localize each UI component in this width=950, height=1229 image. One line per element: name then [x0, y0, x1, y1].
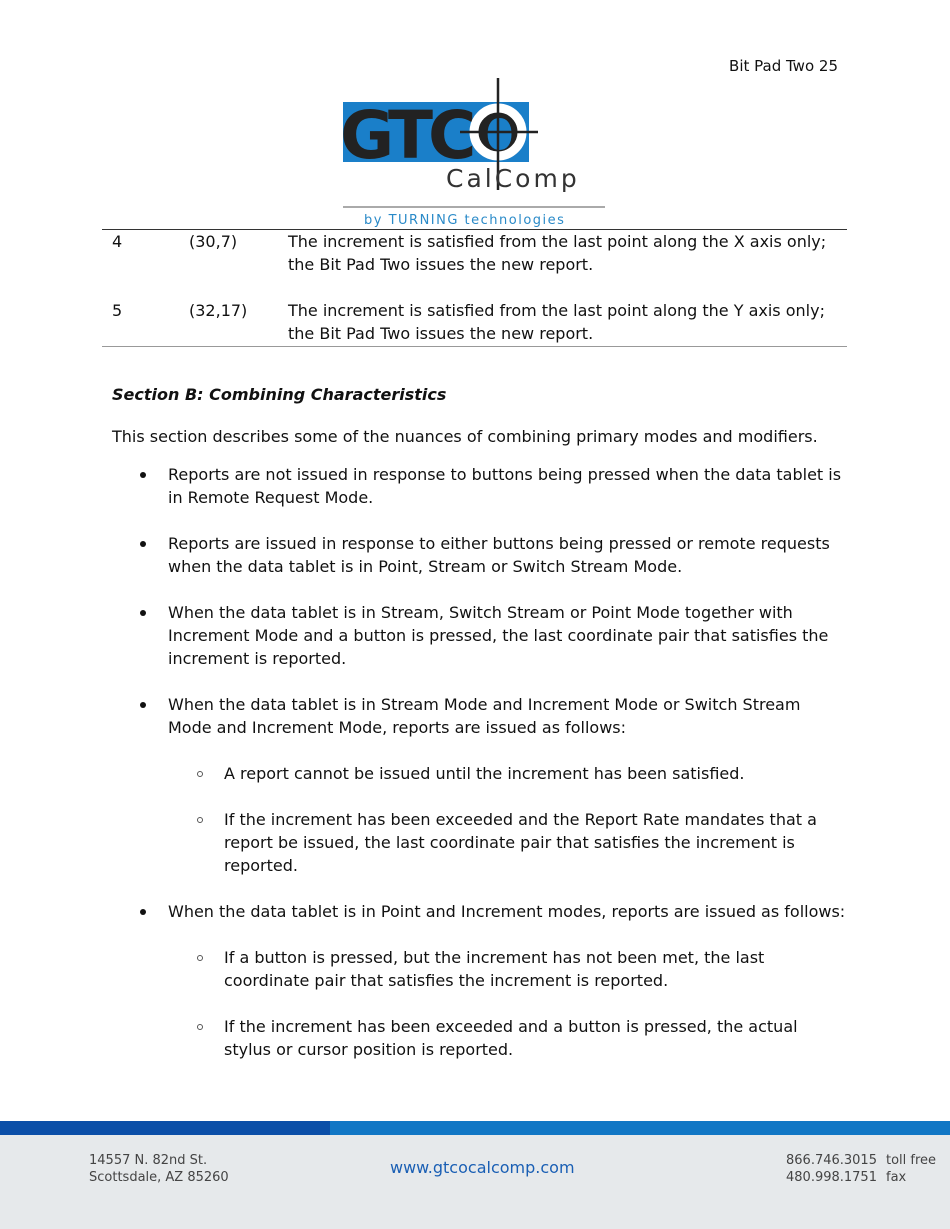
- bullet-text: When the data tablet is in Stream, Switch Stream or Point Mode together with Increment Mode and a button is pressed, the last coordinate pair that satisfies the increment is reported.: [168, 603, 829, 668]
- address-line: 14557 N. 82nd St.: [89, 1153, 208, 1168]
- sub-bullet-text: If a button is pressed, but the increment has not been met, the last coordinate pair that satisfies the increment is reported.: [224, 948, 765, 990]
- hollow-bullet-icon: [197, 1024, 203, 1030]
- bullet-list: [112, 463, 847, 1084]
- website-link[interactable]: www.gtcocalcomp.com: [390, 1158, 575, 1177]
- section-title: Section B: Combining Characteristics: [112, 385, 447, 404]
- bullet-text: When the data tablet is in Stream Mode and Increment Mode or Switch Stream Mode and Increment Mode, reports are issued as follows:: [168, 695, 801, 737]
- address-line: Scottsdale, AZ 85260: [89, 1170, 229, 1185]
- logo-brand-text: GTCO: [340, 97, 523, 174]
- fax-number: 480.998.1751: [786, 1170, 877, 1185]
- row-number: 5: [112, 301, 123, 320]
- phone-number: 866.746.3015: [786, 1153, 877, 1168]
- list-item: [112, 463, 847, 509]
- logo-sub-text: CalComp: [446, 164, 580, 193]
- sub-list-item: [112, 808, 847, 877]
- bullet-text: Reports are not issued in response to buttons being pressed when the data tablet is in Remote Request Mode.: [168, 465, 842, 507]
- fax-label: fax: [886, 1170, 907, 1185]
- hollow-bullet-icon: [197, 955, 203, 961]
- page-header: Bit Pad Two 25: [729, 57, 838, 75]
- sub-list-item: [112, 946, 847, 992]
- row-description: The increment is satisfied from the last point along the X axis only; the Bit Pad Two issues the new report.: [288, 232, 827, 274]
- row-coordinate: (30,7): [189, 232, 238, 251]
- row-coordinate: (32,17): [189, 301, 248, 320]
- hollow-bullet-icon: [197, 771, 203, 777]
- logo-tagline: by TURNING technologies: [364, 213, 566, 228]
- table-row: [102, 299, 847, 346]
- row-number: 4: [112, 232, 123, 251]
- bullet-icon: [140, 472, 146, 478]
- list-item: [112, 601, 847, 670]
- phone-label: toll free: [886, 1153, 937, 1168]
- bullet-text: Reports are issued in response to either buttons being pressed or remote requests when the data tablet is in Point, Stream or Switch Stream Mode.: [168, 534, 830, 576]
- section-intro: This section describes some of the nuances of combining primary modes and modifiers.: [112, 427, 818, 446]
- sub-bullet-text: If the increment has been exceeded and the Report Rate mandates that a report be issued, the last coordinate pair that satisfies the increment is reported.: [224, 810, 817, 875]
- bullet-icon: [140, 610, 146, 616]
- footer-phones: [786, 1152, 936, 1186]
- footer-accent-bar-light: [330, 1121, 950, 1135]
- table-row: [102, 230, 847, 276]
- list-item: [112, 532, 847, 578]
- bullet-icon: [140, 909, 146, 915]
- company-logo: [340, 76, 612, 228]
- row-description: The increment is satisfied from the last point along the Y axis only; the Bit Pad Two issues the new report.: [288, 301, 825, 343]
- sub-list-item: [112, 1015, 847, 1061]
- increment-table: [102, 229, 847, 347]
- list-item: [112, 693, 847, 739]
- bullet-icon: [140, 702, 146, 708]
- bullet-text: When the data tablet is in Point and Increment modes, reports are issued as follows:: [168, 902, 846, 921]
- bullet-icon: [140, 541, 146, 547]
- footer-accent-bar-dark: [0, 1121, 330, 1135]
- sub-bullet-text: If the increment has been exceeded and a button is pressed, the actual stylus or cursor position is reported.: [224, 1017, 798, 1059]
- list-item: [112, 900, 847, 923]
- hollow-bullet-icon: [197, 817, 203, 823]
- sub-bullet-text: A report cannot be issued until the increment has been satisfied.: [224, 764, 745, 783]
- sub-list-item: [112, 762, 847, 785]
- footer-address: [89, 1152, 229, 1186]
